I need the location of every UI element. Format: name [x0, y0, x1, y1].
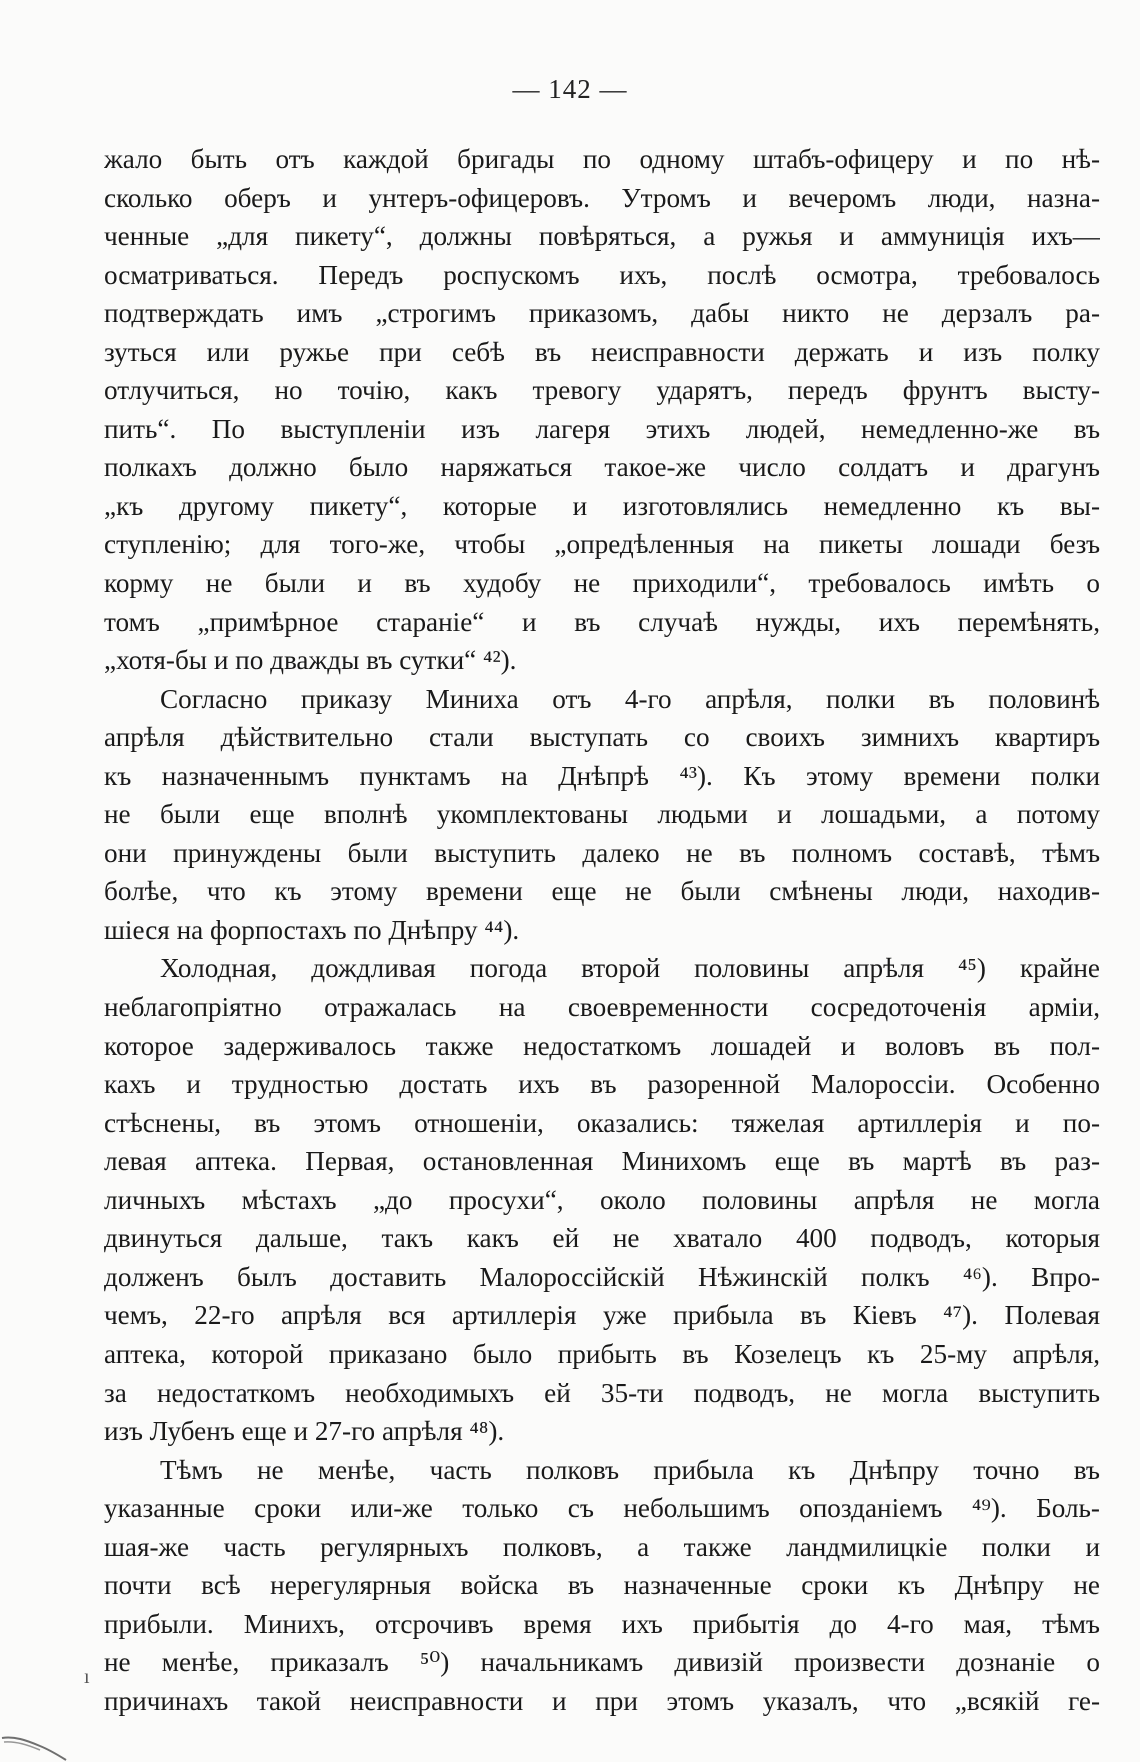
text-line: ступленію; для того-же, чтобы „опредѣленныя на пикеты лошади безъ [104, 529, 1100, 560]
text-line: двинуться дальше, такъ какъ ей не хватало 400 подводъ, которыя [104, 1223, 1100, 1254]
text-line: „къ другому пикету“, которые и изготовлялись немедленно къ вы- [104, 490, 1100, 521]
text-line: зуться или ружье при себѣ въ неисправности держать и изъ полку [104, 336, 1100, 367]
text-line: кахъ и трудностью достать ихъ въ разоренной Малороссіи. Особенно [104, 1069, 1100, 1100]
text-line: ченные „для пикету“, должны повѣряться, а ружья и аммуниція ихъ— [104, 221, 1100, 252]
text-line: не были еще вполнѣ укомплектованы людьми и лошадьми, а потому [104, 799, 1100, 830]
text-line: „хотя-бы и по дважды въ сутки“ ⁴²). [104, 645, 517, 676]
text-line: личныхъ мѣстахъ „до просухи“, около половины апрѣля не могла [104, 1184, 1100, 1215]
text-line: томъ „примѣрное стараніе“ и въ случаѣ нужды, ихъ перемѣнять, [104, 606, 1100, 637]
text-line: изъ Лубенъ еще и 27-го апрѣля ⁴⁸). [104, 1416, 505, 1447]
page-number: — 142 — [512, 74, 628, 104]
text-line: сколько оберъ и унтеръ-офицеровъ. Утромъ и вечеромъ люди, назна- [104, 182, 1100, 213]
text-line: шая-же часть регулярныхъ полковъ, а также ландмилицкіе полки и [104, 1531, 1100, 1562]
text-line: неблагопріятно отражалась на своевременности сосредоточенія арміи, [104, 992, 1100, 1023]
text-line: аптека, которой приказано было прибыть въ Козелецъ къ 25-му апрѣля, [104, 1338, 1100, 1369]
text-line: Холодная, дождливая погода второй половины апрѣля ⁴⁵) крайне [160, 953, 1100, 984]
text-line: подтверждать имъ „строгимъ приказомъ, дабы никто не дерзалъ ра- [104, 298, 1100, 329]
text-line: за недостаткомъ необходимыхъ ей 35-ти подводъ, не могла выступить [104, 1377, 1100, 1408]
text-line: отлучиться, но точію, какъ тревогу ударятъ, передъ фрунтъ высту- [104, 375, 1100, 406]
text-line: прибыли. Минихъ, отсрочивъ время ихъ прибытія до 4-го мая, тѣмъ [104, 1608, 1100, 1639]
text-line: указанные сроки или-же только съ небольшимъ опозданіемъ ⁴⁹). Боль- [104, 1493, 1100, 1524]
text-line: Согласно приказу Миниха отъ 4-го апрѣля, полки въ половинѣ [160, 683, 1100, 714]
text-line: чемъ, 22-го апрѣля вся артиллерія уже прибыла въ Кіевъ ⁴⁷). Полевая [104, 1300, 1100, 1331]
text-line: причинахъ такой неисправности и при этомъ указалъ, что „всякій ге- [104, 1685, 1100, 1716]
text-line: пить“. По выступленіи изъ лагеря этихъ людей, немедленно-же въ [104, 413, 1100, 444]
text-line: осматриваться. Передъ роспускомъ ихъ, послѣ осмотра, требовалось [104, 259, 1100, 290]
text-line: они принуждены были выступить далеко не въ полномъ составѣ, тѣмъ [104, 837, 1100, 868]
paragraph-1 [104, 140, 1100, 680]
text-line: къ назначеннымъ пунктамъ на Днѣпрѣ ⁴³). Къ этому времени полки [104, 760, 1100, 791]
text-line: полкахъ должно было наряжаться такое-же число солдатъ и драгунъ [104, 452, 1100, 483]
text-line: не менѣе, приказалъ ⁵⁰) начальникамъ дивизій произвести дознаніе о [104, 1647, 1100, 1678]
paragraph-4 [104, 1451, 1100, 1721]
paragraph-2 [104, 680, 1100, 950]
text-line: левая аптека. Первая, остановленная Минихомъ еще въ мартѣ въ раз- [104, 1146, 1100, 1177]
text-line: которое задерживалось также недостаткомъ лошадей и воловъ въ пол- [104, 1030, 1100, 1061]
text-line: корму не были и въ худобу не приходили“, требовалось имѣть о [104, 568, 1100, 599]
text-line: жало быть отъ каждой бригады по одному штабъ-офицеру и по нѣ- [104, 144, 1100, 174]
body-text [104, 140, 1100, 1720]
text-line: болѣе, что къ этому времени еще не были смѣнены люди, находив- [104, 876, 1100, 907]
text-line: шіеся на форпостахъ по Днѣпру ⁴⁴). [104, 914, 520, 945]
margin-mark: ı [84, 1666, 90, 1688]
text-line: Тѣмъ не менѣе, часть полковъ прибыла къ Днѣпру точно въ [160, 1454, 1100, 1485]
text-line: долженъ былъ доставить Малороссійскій Нѣжинскій полкъ ⁴⁶). Впро- [104, 1261, 1100, 1292]
text-line: почти всѣ нерегулярныя войска въ назначенные сроки къ Днѣпру не [104, 1570, 1100, 1601]
text-line: стѣснены, въ этомъ отношеніи, оказались: тяжелая артиллерія и по- [104, 1107, 1100, 1138]
paragraph-3 [104, 949, 1100, 1450]
page-corner-smudge [0, 1728, 70, 1762]
text-line: апрѣля дѣйствительно стали выступать со своихъ зимнихъ квартиръ [104, 722, 1100, 753]
